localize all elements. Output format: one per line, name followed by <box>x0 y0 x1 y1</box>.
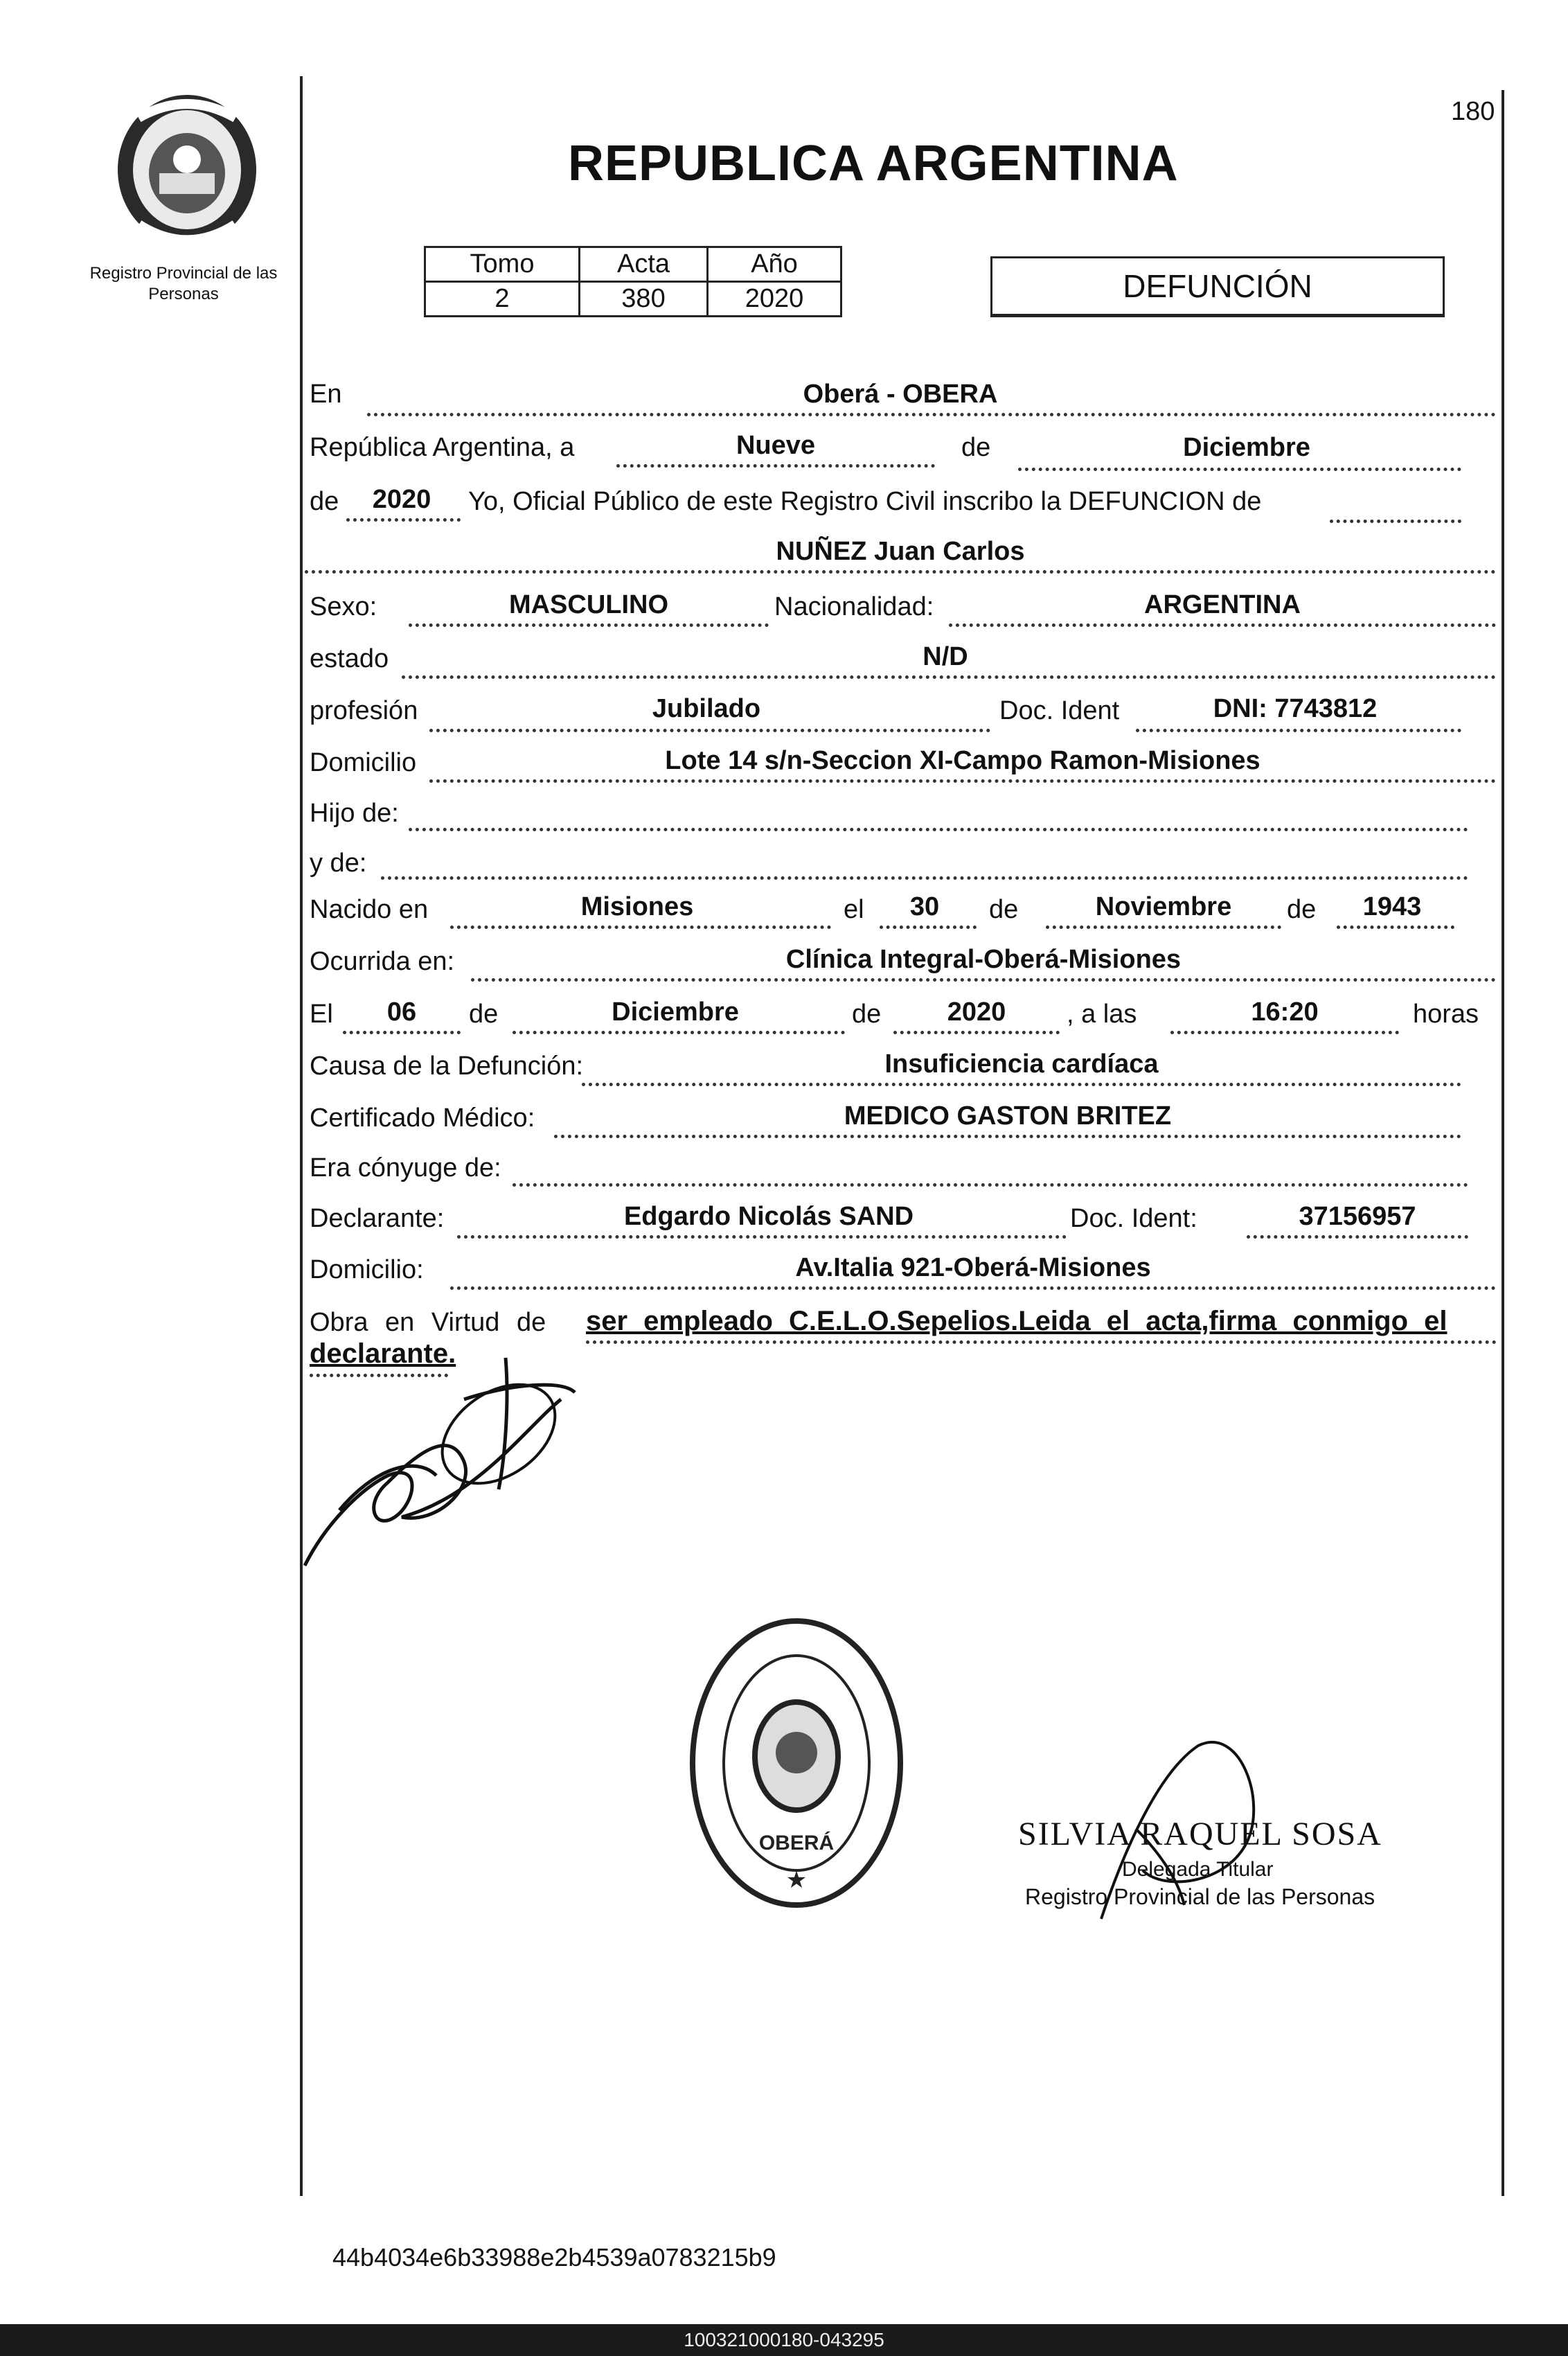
dotted-line <box>893 1031 1060 1034</box>
conyuge-label: Era cónyuge de: <box>310 1153 501 1183</box>
estado-label: estado <box>310 644 389 673</box>
ocurrida-value: Clínica Integral-Oberá-Misiones <box>785 945 1182 974</box>
signer-office: Registro Provincial de las Personas <box>1025 1884 1375 1909</box>
dotted-line <box>429 729 990 732</box>
birth-place-value: Misiones <box>580 892 694 921</box>
declarante-label: Declarante: <box>310 1204 445 1233</box>
obra-value: ser empleado C.E.L.O.Sepelios.Leida el acta,firma conmigo el <box>586 1306 1447 1336</box>
svg-text:★: ★ <box>785 1866 808 1894</box>
signer-title: Delegada Titular <box>1122 1858 1274 1881</box>
official-stamp <box>686 1614 907 1912</box>
table-header-tomo: Tomo <box>425 247 580 282</box>
a-las-label: , a las <box>1067 1000 1137 1029</box>
de-label-4: de <box>469 1000 499 1029</box>
doc-ident-value-2: 37156957 <box>1299 1202 1416 1231</box>
page-title: REPUBLICA ARGENTINA <box>568 136 1179 191</box>
dotted-line <box>450 925 831 929</box>
dotted-line <box>409 828 1468 831</box>
ocurrida-label: Ocurrida en: <box>310 947 455 976</box>
dotted-line <box>450 1286 1496 1290</box>
doc-ident-label: Doc. Ident <box>999 696 1120 725</box>
domicilio-label: Domicilio <box>310 748 417 777</box>
obra-label: Obra en Virtud de <box>310 1308 546 1337</box>
registry-name: Registro Provincial de las Personas <box>89 264 278 303</box>
y-de-label: y de: <box>310 849 367 878</box>
death-time-value: 16:20 <box>1251 998 1319 1027</box>
dotted-line <box>457 1235 1067 1239</box>
inscribe-text: Yo, Oficial Público de este Registro Civil inscribo la DEFUNCION de <box>468 487 1262 516</box>
dotted-line <box>402 675 1496 679</box>
de-label: de <box>961 433 991 462</box>
reference-table <box>424 246 842 317</box>
dotted-line <box>381 876 1468 880</box>
dotted-line <box>343 1031 461 1034</box>
death-month-value: Diciembre <box>612 998 739 1027</box>
death-year-value: 2020 <box>947 998 1006 1027</box>
dotted-line <box>1337 925 1454 929</box>
obra-value-2: declarante. <box>310 1338 456 1369</box>
table-cell-tomo: 2 <box>425 282 580 317</box>
republica-label: República Argentina, a <box>310 433 575 462</box>
domicilio-value-2: Av.Italia 921-Oberá-Misiones <box>795 1253 1151 1282</box>
dotted-line <box>346 518 461 522</box>
month-value: Diciembre <box>1183 433 1310 462</box>
de-label-2: de <box>989 895 1019 924</box>
stamp-city: OBERÁ <box>758 1832 835 1854</box>
year-value: 2020 <box>372 485 431 514</box>
nacido-label: Nacido en <box>310 895 429 924</box>
dotted-line <box>949 623 1496 627</box>
dotted-line <box>513 1183 1468 1187</box>
dotted-line <box>367 413 1496 416</box>
dotted-line <box>582 1083 1461 1086</box>
sexo-value: MASCULINO <box>508 590 669 619</box>
birth-year-value: 1943 <box>1362 892 1422 921</box>
domicilio-label-2: Domicilio: <box>310 1255 424 1284</box>
en-label: En <box>310 380 342 409</box>
dotted-line <box>1330 520 1461 523</box>
el-label: el <box>844 895 864 924</box>
document-hash: 44b4034e6b33988e2b4539a0783215b9 <box>332 2243 776 2271</box>
el-label-2: El <box>310 1000 333 1029</box>
hijo-label: Hijo de: <box>310 799 399 828</box>
domicilio-value: Lote 14 s/n-Seccion XI-Campo Ramon-Misiones <box>665 746 1260 775</box>
profesion-label: profesión <box>310 696 418 725</box>
causa-label: Causa de la Defunción: <box>310 1052 584 1081</box>
dotted-line <box>305 570 1496 574</box>
profesion-value: Jubilado <box>652 694 761 723</box>
record-type-box: DEFUNCIÓN <box>990 256 1445 317</box>
dotted-line <box>616 464 935 468</box>
certificado-value: MEDICO GASTON BRITEZ <box>844 1101 1172 1131</box>
dotted-line <box>409 623 769 627</box>
table-header-acta: Acta <box>580 247 708 282</box>
place-value: Oberá - OBERA <box>803 380 998 409</box>
declarante-value: Edgardo Nicolás SAND <box>623 1202 914 1231</box>
doc-ident-label-2: Doc. Ident: <box>1070 1204 1197 1233</box>
signer-name: SILVIA RAQUEL SOSA <box>1018 1816 1382 1852</box>
year-de-label: de <box>310 487 339 516</box>
certificado-label: Certificado Médico: <box>310 1104 535 1133</box>
dotted-line <box>429 779 1496 783</box>
birth-month-value: Noviembre <box>1095 892 1232 921</box>
declarant-signature <box>298 1344 603 1579</box>
dotted-line <box>880 925 977 929</box>
birth-day-value: 30 <box>909 892 940 921</box>
dotted-line <box>1018 468 1461 471</box>
sexo-label: Sexo: <box>310 592 377 621</box>
day-word-value: Nueve <box>736 431 816 460</box>
nacionalidad-value: ARGENTINA <box>1144 590 1301 619</box>
de-label-5: de <box>852 1000 882 1029</box>
estado-value: N/D <box>923 642 968 671</box>
right-margin-line <box>1502 90 1504 2196</box>
table-cell-acta: 380 <box>580 282 708 317</box>
dotted-line <box>471 978 1496 982</box>
deceased-name-value: NUÑEZ Juan Carlos <box>776 537 1025 566</box>
de-label-3: de <box>1287 895 1317 924</box>
dotted-line <box>1170 1031 1399 1034</box>
dotted-line <box>1136 729 1461 732</box>
horas-label: horas <box>1413 1000 1479 1029</box>
table-header-ano: Año <box>708 247 841 282</box>
left-margin-line <box>300 76 303 2196</box>
dotted-line <box>554 1135 1461 1138</box>
province-seal-logo <box>111 90 263 249</box>
footer-code: 100321000180-043295 <box>0 2324 1568 2356</box>
causa-value: Insuficiencia cardíaca <box>884 1049 1159 1079</box>
dotted-line <box>1247 1235 1468 1239</box>
nacionalidad-label: Nacionalidad: <box>774 592 934 621</box>
dotted-line <box>513 1031 845 1034</box>
page-number: 180 <box>1451 97 1495 126</box>
dotted-line <box>1046 925 1281 929</box>
table-cell-ano: 2020 <box>708 282 841 317</box>
death-day-value: 06 <box>386 998 417 1027</box>
dotted-line <box>586 1340 1497 1344</box>
doc-ident-value: DNI: 7743812 <box>1213 694 1378 723</box>
